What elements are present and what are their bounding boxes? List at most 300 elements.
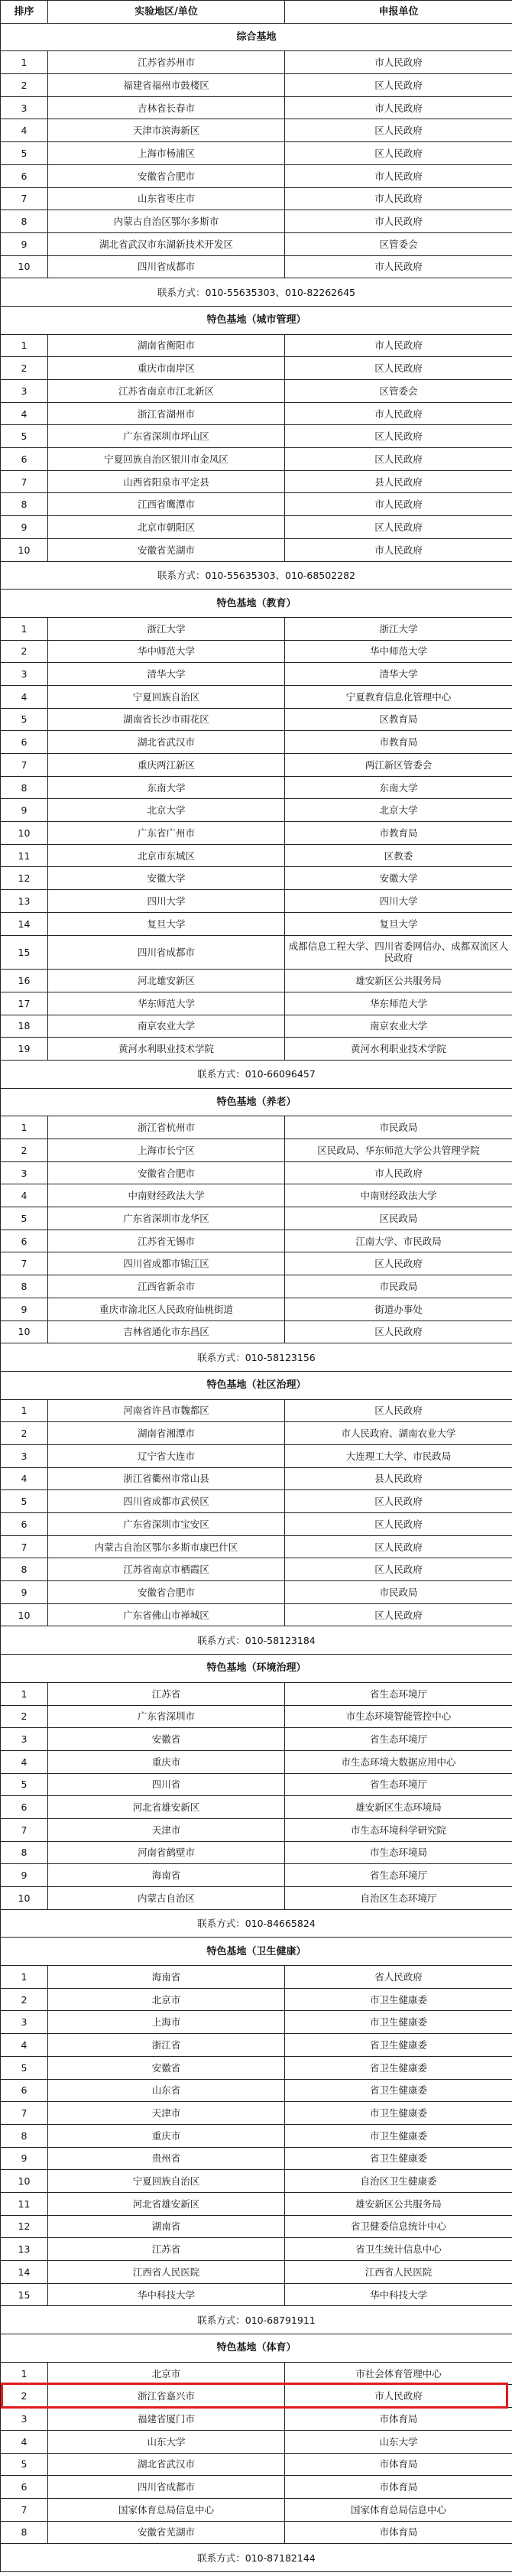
applicant-cell: 区人民政府 [285, 1252, 512, 1275]
applicant-cell: 区人民政府 [285, 119, 512, 142]
rank-cell: 17 [1, 992, 48, 1015]
rank-cell: 8 [1, 776, 48, 799]
region-cell: 浙江省嘉兴市 [48, 2385, 285, 2408]
table-row [1, 1682, 512, 1705]
contact-info: 联系方式：010-87182144 [1, 2544, 512, 2572]
applicant-cell: 市生态环境局 [285, 1841, 512, 1864]
rank-cell: 4 [1, 1750, 48, 1773]
table-row [1, 2124, 512, 2147]
region-cell: 湖南省衡阳市 [48, 334, 285, 357]
region-cell: 四川省成都市 [48, 255, 285, 278]
region-cell: 华中师范大学 [48, 640, 285, 663]
table-row [1, 1298, 512, 1320]
applicant-cell: 市民政局 [285, 1275, 512, 1298]
region-cell: 安徽省 [48, 2056, 285, 2079]
table-row [1, 2102, 512, 2125]
applicant-cell: 华东师范大学 [285, 992, 512, 1015]
header-rank: 排序 [1, 1, 48, 24]
region-cell: 江苏省南京市江北新区 [48, 380, 285, 403]
rank-cell: 7 [1, 1252, 48, 1275]
applicant-cell: 区人民政府 [285, 1399, 512, 1422]
applicant-cell: 国家体育总局信息中心 [285, 2498, 512, 2521]
rank-cell: 8 [1, 1558, 48, 1581]
header-region: 实验地区/单位 [48, 1, 285, 24]
table-row [1, 142, 512, 165]
table-row [1, 1116, 512, 1139]
section-title: 特色基地（教育） [1, 590, 512, 618]
applicant-cell: 市人民政府 [285, 210, 512, 233]
region-cell: 中南财经政法大学 [48, 1184, 285, 1207]
rank-cell: 14 [1, 2261, 48, 2284]
rank-cell: 6 [1, 731, 48, 754]
region-cell: 山东大学 [48, 2430, 285, 2453]
rank-cell: 13 [1, 2238, 48, 2261]
region-cell: 海南省 [48, 1864, 285, 1887]
rank-cell: 5 [1, 142, 48, 165]
applicant-cell: 区人民政府 [285, 357, 512, 380]
section-title-row [1, 1938, 512, 1966]
section-title: 特色基地（环境治理） [1, 1655, 512, 1683]
applicant-cell: 市人民政府 [285, 96, 512, 119]
applicant-cell: 县人民政府 [285, 1467, 512, 1490]
rank-cell: 1 [1, 1399, 48, 1422]
applicant-cell: 市人民政府 [285, 2385, 512, 2408]
region-cell: 安徽省合肥市 [48, 1161, 285, 1184]
table-row [1, 2147, 512, 2170]
region-cell: 湖南省 [48, 2215, 285, 2238]
region-cell: 浙江大学 [48, 617, 285, 640]
rank-cell: 1 [1, 51, 48, 74]
region-cell: 广东省深圳市坪山区 [48, 425, 285, 448]
rank-cell: 5 [1, 425, 48, 448]
table-row [1, 1513, 512, 1536]
applicant-cell: 市体育局 [285, 2521, 512, 2544]
region-cell: 江苏省无锡市 [48, 1230, 285, 1252]
region-cell: 浙江省 [48, 2034, 285, 2057]
table-row [1, 970, 512, 992]
table-row [1, 844, 512, 867]
region-cell: 上海市杨浦区 [48, 142, 285, 165]
table-row [1, 2192, 512, 2215]
applicant-cell: 江西省人民医院 [285, 2261, 512, 2284]
rank-cell: 3 [1, 1728, 48, 1751]
rank-cell: 7 [1, 2102, 48, 2125]
table-row [1, 74, 512, 97]
region-cell: 山东省枣庄市 [48, 187, 285, 210]
table-row [1, 2408, 512, 2431]
applicant-cell: 清华大学 [285, 663, 512, 686]
contact-row [1, 1909, 512, 1938]
applicant-cell: 区人民政府 [285, 425, 512, 448]
section-title-row [1, 590, 512, 618]
section-title-row [1, 1655, 512, 1683]
table-row [1, 2034, 512, 2057]
rank-cell: 1 [1, 334, 48, 357]
region-cell: 华中科技大学 [48, 2283, 285, 2306]
table-row [1, 890, 512, 913]
contact-row [1, 2306, 512, 2334]
contact-info: 联系方式：010-68791911 [1, 2306, 512, 2334]
applicant-cell: 市人民政府、湖南农业大学 [285, 1422, 512, 1445]
applicant-cell: 省生态环境厅 [285, 1728, 512, 1751]
region-cell: 天津市滨海新区 [48, 119, 285, 142]
rank-cell: 7 [1, 754, 48, 777]
table-row [1, 51, 512, 74]
applicant-cell: 市人民政府 [285, 1161, 512, 1184]
applicant-cell: 省生态环境厅 [285, 1864, 512, 1887]
table-row [1, 1422, 512, 1445]
applicant-cell: 区民政局 [285, 1207, 512, 1230]
applicant-cell: 省卫生健康委 [285, 2079, 512, 2102]
rank-cell: 8 [1, 2124, 48, 2147]
region-cell: 浙江省衢州市常山县 [48, 1467, 285, 1490]
region-cell: 海南省 [48, 1966, 285, 1989]
rank-cell: 3 [1, 96, 48, 119]
table-row [1, 2498, 512, 2521]
applicant-cell: 安徽大学 [285, 867, 512, 890]
applicant-cell: 市卫生健康委 [285, 2102, 512, 2125]
region-cell: 重庆市 [48, 2124, 285, 2147]
section-title: 特色基地（卫生健康） [1, 1938, 512, 1966]
contact-row [1, 278, 512, 307]
region-cell: 福建省厦门市 [48, 2408, 285, 2431]
applicant-cell: 雄安新区公共服务局 [285, 2192, 512, 2215]
rank-cell: 12 [1, 867, 48, 890]
rank-cell: 9 [1, 1581, 48, 1604]
applicant-cell: 省卫健委信息统计中心 [285, 2215, 512, 2238]
region-cell: 内蒙古自治区鄂尔多斯市 [48, 210, 285, 233]
region-cell: 安徽省芜湖市 [48, 538, 285, 561]
table-row [1, 1038, 512, 1061]
table-row [1, 2430, 512, 2453]
region-cell: 内蒙古自治区鄂尔多斯市康巴什区 [48, 1535, 285, 1558]
rank-cell: 5 [1, 1490, 48, 1513]
region-cell: 江西省人民医院 [48, 2261, 285, 2284]
region-cell: 北京市朝阳区 [48, 516, 285, 539]
region-cell: 浙江省杭州市 [48, 1116, 285, 1139]
region-cell: 安徽省 [48, 1728, 285, 1751]
table-row [1, 617, 512, 640]
table-row [1, 470, 512, 493]
rank-cell: 2 [1, 2385, 48, 2408]
applicant-cell: 成都信息工程大学、四川省委网信办、成都双流区人民政府 [285, 935, 512, 970]
region-cell: 东南大学 [48, 776, 285, 799]
region-cell: 上海市 [48, 2011, 285, 2034]
table-body [1, 23, 512, 2571]
rank-cell: 1 [1, 1966, 48, 1989]
region-cell: 安徽大学 [48, 867, 285, 890]
applicant-cell: 华中科技大学 [285, 2283, 512, 2306]
rank-cell: 5 [1, 2453, 48, 2476]
rank-cell: 6 [1, 1230, 48, 1252]
applicant-cell: 雄安新区公共服务局 [285, 970, 512, 992]
region-cell: 贵州省 [48, 2147, 285, 2170]
region-cell: 四川大学 [48, 890, 285, 913]
rank-cell: 3 [1, 2011, 48, 2034]
region-cell: 江苏省苏州市 [48, 51, 285, 74]
applicant-cell: 区人民政府 [285, 1535, 512, 1558]
rank-cell: 8 [1, 210, 48, 233]
rank-cell: 2 [1, 1422, 48, 1445]
applicant-cell: 省生态环境厅 [285, 1682, 512, 1705]
region-cell: 吉林省长春市 [48, 96, 285, 119]
rank-cell: 7 [1, 1818, 48, 1841]
table-row [1, 754, 512, 777]
applicant-cell: 浙江大学 [285, 617, 512, 640]
rank-cell: 1 [1, 617, 48, 640]
table-row [1, 1773, 512, 1796]
region-cell: 广东省广州市 [48, 822, 285, 845]
region-cell: 天津市 [48, 2102, 285, 2125]
rank-cell: 3 [1, 1161, 48, 1184]
region-cell: 内蒙古自治区 [48, 1887, 285, 1910]
table-row [1, 1184, 512, 1207]
table-row [1, 2238, 512, 2261]
table-header-row [1, 1, 512, 24]
table-row [1, 402, 512, 425]
table-row [1, 493, 512, 516]
region-cell: 广东省深圳市 [48, 1705, 285, 1728]
rank-cell: 3 [1, 663, 48, 686]
rank-cell: 4 [1, 402, 48, 425]
table-row [1, 1399, 512, 1422]
region-cell: 吉林省通化市东昌区 [48, 1320, 285, 1343]
applicant-cell: 市人民政府 [285, 493, 512, 516]
table-row [1, 2283, 512, 2306]
region-cell: 北京市 [48, 1988, 285, 2011]
rank-cell: 12 [1, 2215, 48, 2238]
applicant-cell: 市人民政府 [285, 538, 512, 561]
region-cell: 上海市长宁区 [48, 1139, 285, 1162]
table-row [1, 1750, 512, 1773]
rank-cell: 1 [1, 2362, 48, 2385]
region-cell: 四川省成都市锦江区 [48, 1252, 285, 1275]
region-cell: 河北省雄安新区 [48, 2192, 285, 2215]
applicant-cell: 复旦大学 [285, 912, 512, 935]
applicant-cell: 市人民政府 [285, 164, 512, 187]
table-row [1, 2056, 512, 2079]
applicant-cell: 雄安新区生态环境局 [285, 1796, 512, 1819]
region-cell: 国家体育总局信息中心 [48, 2498, 285, 2521]
table-row [1, 1988, 512, 2011]
rank-cell: 2 [1, 640, 48, 663]
applicant-cell: 市民政局 [285, 1581, 512, 1604]
applicant-cell: 自治区卫生健康委 [285, 2170, 512, 2193]
table-row [1, 1320, 512, 1343]
table-row [1, 776, 512, 799]
table-row [1, 1796, 512, 1819]
contact-row [1, 1060, 512, 1088]
section-title: 特色基地（城市管理） [1, 306, 512, 334]
table-row [1, 1467, 512, 1490]
applicant-cell: 黄河水利职业技术学院 [285, 1038, 512, 1061]
applicant-cell: 东南大学 [285, 776, 512, 799]
table-row [1, 1841, 512, 1864]
applicant-cell: 市人民政府 [285, 334, 512, 357]
table-row [1, 912, 512, 935]
table-row [1, 516, 512, 539]
rank-cell: 7 [1, 187, 48, 210]
table-row [1, 2261, 512, 2284]
section-title-row [1, 23, 512, 51]
rank-cell: 5 [1, 1773, 48, 1796]
rank-cell: 10 [1, 1320, 48, 1343]
region-cell: 南京农业大学 [48, 1015, 285, 1038]
table-row [1, 2521, 512, 2544]
rank-cell: 9 [1, 799, 48, 822]
region-cell: 江苏省 [48, 1682, 285, 1705]
rank-cell: 8 [1, 493, 48, 516]
contact-info: 联系方式：010-84665824 [1, 1909, 512, 1938]
table-row [1, 1275, 512, 1298]
rank-cell: 9 [1, 516, 48, 539]
table-row [1, 357, 512, 380]
table-row [1, 380, 512, 403]
table-row [1, 708, 512, 731]
region-cell: 四川省成都市武侯区 [48, 1490, 285, 1513]
region-cell: 辽宁省大连市 [48, 1444, 285, 1467]
region-cell: 湖南省长沙市雨花区 [48, 708, 285, 731]
rank-cell: 6 [1, 2079, 48, 2102]
table-row [1, 232, 512, 255]
table-row [1, 2476, 512, 2499]
applicant-cell: 区人民政府 [285, 516, 512, 539]
rank-cell: 9 [1, 1298, 48, 1320]
rank-cell: 2 [1, 74, 48, 97]
applicant-cell: 市生态环境科学研究院 [285, 1818, 512, 1841]
table-row [1, 96, 512, 119]
applicant-cell: 四川大学 [285, 890, 512, 913]
rank-cell: 4 [1, 2034, 48, 2057]
region-cell: 湖北省武汉市 [48, 731, 285, 754]
table-row [1, 1161, 512, 1184]
applicant-cell: 省卫生健康委 [285, 2034, 512, 2057]
region-cell: 安徽省合肥市 [48, 164, 285, 187]
applicant-cell: 区人民政府 [285, 1490, 512, 1513]
applicant-cell: 中南财经政法大学 [285, 1184, 512, 1207]
contact-row [1, 561, 512, 590]
rank-cell: 2 [1, 357, 48, 380]
region-cell: 江西省鹰潭市 [48, 493, 285, 516]
rank-cell: 10 [1, 2170, 48, 2193]
table-row [1, 2385, 512, 2408]
rank-cell: 2 [1, 1139, 48, 1162]
table-row [1, 1966, 512, 1989]
section-title: 综合基地 [1, 23, 512, 51]
contact-row [1, 1343, 512, 1372]
rank-cell: 2 [1, 1988, 48, 2011]
table-row [1, 1818, 512, 1841]
region-cell: 江苏省南京市栖霞区 [48, 1558, 285, 1581]
table-row [1, 1444, 512, 1467]
applicant-cell: 市生态环境智能管控中心 [285, 1705, 512, 1728]
region-cell: 宁夏回族自治区银川市金凤区 [48, 448, 285, 471]
section-title-row [1, 2334, 512, 2363]
region-cell: 天津市 [48, 1818, 285, 1841]
table-row [1, 1887, 512, 1910]
header-applicant: 申报单位 [285, 1, 512, 24]
region-cell: 安徽省芜湖市 [48, 2521, 285, 2544]
rank-cell: 15 [1, 935, 48, 970]
applicant-cell: 区人民政府 [285, 1603, 512, 1626]
table-row [1, 2453, 512, 2476]
rank-cell: 6 [1, 2476, 48, 2499]
applicant-cell: 南京农业大学 [285, 1015, 512, 1038]
applicant-cell: 区人民政府 [285, 1320, 512, 1343]
applicant-cell: 街道办事处 [285, 1298, 512, 1320]
applicant-cell: 市人民政府 [285, 187, 512, 210]
table-row [1, 640, 512, 663]
table-row [1, 663, 512, 686]
rank-cell: 8 [1, 2521, 48, 2544]
region-cell: 重庆两江新区 [48, 754, 285, 777]
contact-info: 联系方式：010-55635303、010-68502282 [1, 561, 512, 590]
region-cell: 宁夏回族自治区 [48, 685, 285, 708]
region-cell: 浙江省湖州市 [48, 402, 285, 425]
region-cell: 山东省 [48, 2079, 285, 2102]
contact-info: 联系方式：010-66096457 [1, 1060, 512, 1088]
table-row [1, 935, 512, 970]
rank-cell: 7 [1, 470, 48, 493]
table-row [1, 2362, 512, 2385]
applicant-cell: 市卫生健康委 [285, 1988, 512, 2011]
applicant-cell: 市教育局 [285, 731, 512, 754]
rank-cell: 3 [1, 2408, 48, 2431]
rank-cell: 9 [1, 1864, 48, 1887]
table-row [1, 2079, 512, 2102]
table-row [1, 2011, 512, 2034]
rank-cell: 8 [1, 1275, 48, 1298]
table-row [1, 448, 512, 471]
rank-cell: 9 [1, 232, 48, 255]
section-title-row [1, 1371, 512, 1399]
table-row [1, 731, 512, 754]
applicant-cell: 区人民政府 [285, 448, 512, 471]
region-cell: 重庆市南岸区 [48, 357, 285, 380]
rank-cell: 10 [1, 1887, 48, 1910]
rank-cell: 18 [1, 1015, 48, 1038]
rank-cell: 4 [1, 2430, 48, 2453]
section-title-row [1, 1088, 512, 1116]
applicant-cell: 两江新区管委会 [285, 754, 512, 777]
applicant-cell: 省卫生统计信息中心 [285, 2238, 512, 2261]
rank-cell: 13 [1, 890, 48, 913]
rank-cell: 7 [1, 2498, 48, 2521]
applicant-cell: 市体育局 [285, 2453, 512, 2476]
region-cell: 复旦大学 [48, 912, 285, 935]
applicant-cell: 北京大学 [285, 799, 512, 822]
table-row [1, 822, 512, 845]
applicant-cell: 华中师范大学 [285, 640, 512, 663]
applicant-cell: 区人民政府 [285, 74, 512, 97]
applicant-cell: 市体育局 [285, 2476, 512, 2499]
section-title-row [1, 306, 512, 334]
applicant-cell: 省人民政府 [285, 1966, 512, 1989]
applicant-cell: 山东大学 [285, 2430, 512, 2453]
rank-cell: 10 [1, 255, 48, 278]
table-row [1, 2215, 512, 2238]
region-cell: 四川省 [48, 1773, 285, 1796]
applicant-cell: 区教委 [285, 844, 512, 867]
region-cell: 福建省福州市鼓楼区 [48, 74, 285, 97]
applicant-cell: 自治区生态环境厅 [285, 1887, 512, 1910]
rank-cell: 2 [1, 1705, 48, 1728]
table-row [1, 538, 512, 561]
table-row [1, 1139, 512, 1162]
table-row [1, 1558, 512, 1581]
region-cell: 安徽省合肥市 [48, 1581, 285, 1604]
region-cell: 华东师范大学 [48, 992, 285, 1015]
